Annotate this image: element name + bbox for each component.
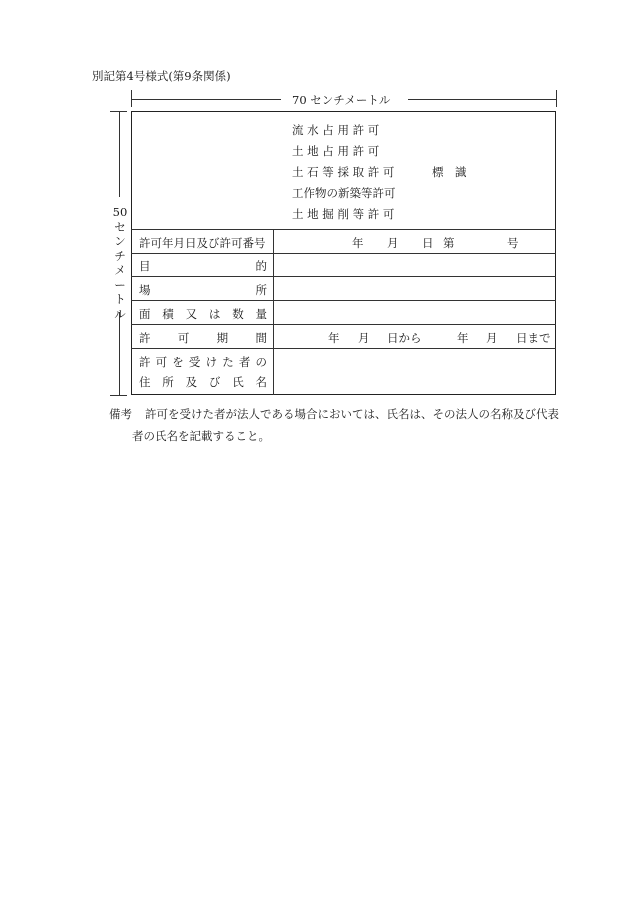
- row-label-char: 目: [139, 259, 151, 273]
- note-text: 許可を受けた者が法人である場合においては、氏名は、その法人の名称及び代表: [145, 407, 559, 421]
- row-label-area: 面 積 又 は 数 量: [139, 307, 267, 321]
- row-divider: [131, 348, 556, 349]
- permit-type: 土 石 等 採 取 許 可: [292, 165, 395, 179]
- note-heading: 備考: [109, 407, 132, 421]
- height-dimension-label: 50 セ ン チ メ ー ト ル: [112, 205, 128, 321]
- permit-type: 工作物の新築等許可: [292, 186, 396, 200]
- value-part: 日: [422, 236, 434, 250]
- value-part: 号: [507, 236, 519, 250]
- permit-type: 流 水 占 用 許 可: [292, 123, 380, 137]
- value-part: 年: [328, 331, 340, 345]
- form-caption: 別記第4号様式(第9条関係): [92, 69, 231, 83]
- note-text: 者の氏名を記載すること。: [132, 429, 270, 443]
- row-divider: [131, 253, 556, 254]
- value-part: 日から: [387, 331, 422, 345]
- row-label-char: 場: [139, 283, 151, 297]
- row-label-char: 的: [255, 259, 267, 273]
- row-label-place: [139, 282, 267, 298]
- value-part: 日まで: [516, 331, 551, 345]
- row-divider: [131, 324, 556, 325]
- permit-type: 土 地 占 用 許 可: [292, 144, 380, 158]
- value-part: 年: [352, 236, 364, 250]
- row-label: 許可年月日及び許可番号: [139, 236, 266, 250]
- row-divider: [131, 276, 556, 277]
- row-label-holder: 許 可 を 受 け た 者 の: [139, 355, 267, 369]
- value-part: 月: [486, 331, 498, 345]
- value-part: 年: [457, 331, 469, 345]
- row-label-holder: 住 所 及 び 氏 名: [139, 375, 267, 389]
- row-label-char: 所: [255, 283, 267, 297]
- row-label-period: 許 可 期 間: [139, 331, 267, 345]
- row-divider: [131, 229, 556, 230]
- row-divider: [131, 300, 556, 301]
- column-divider: [273, 229, 274, 395]
- value-part: 第: [443, 236, 455, 250]
- value-part: 月: [387, 236, 399, 250]
- permit-type: 土 地 掘 削 等 許 可: [292, 207, 395, 221]
- sign-word: 標 識: [432, 165, 467, 179]
- width-dimension-label: 70 センチメートル: [292, 93, 391, 107]
- row-label-purpose: [139, 258, 267, 274]
- value-part: 月: [358, 331, 370, 345]
